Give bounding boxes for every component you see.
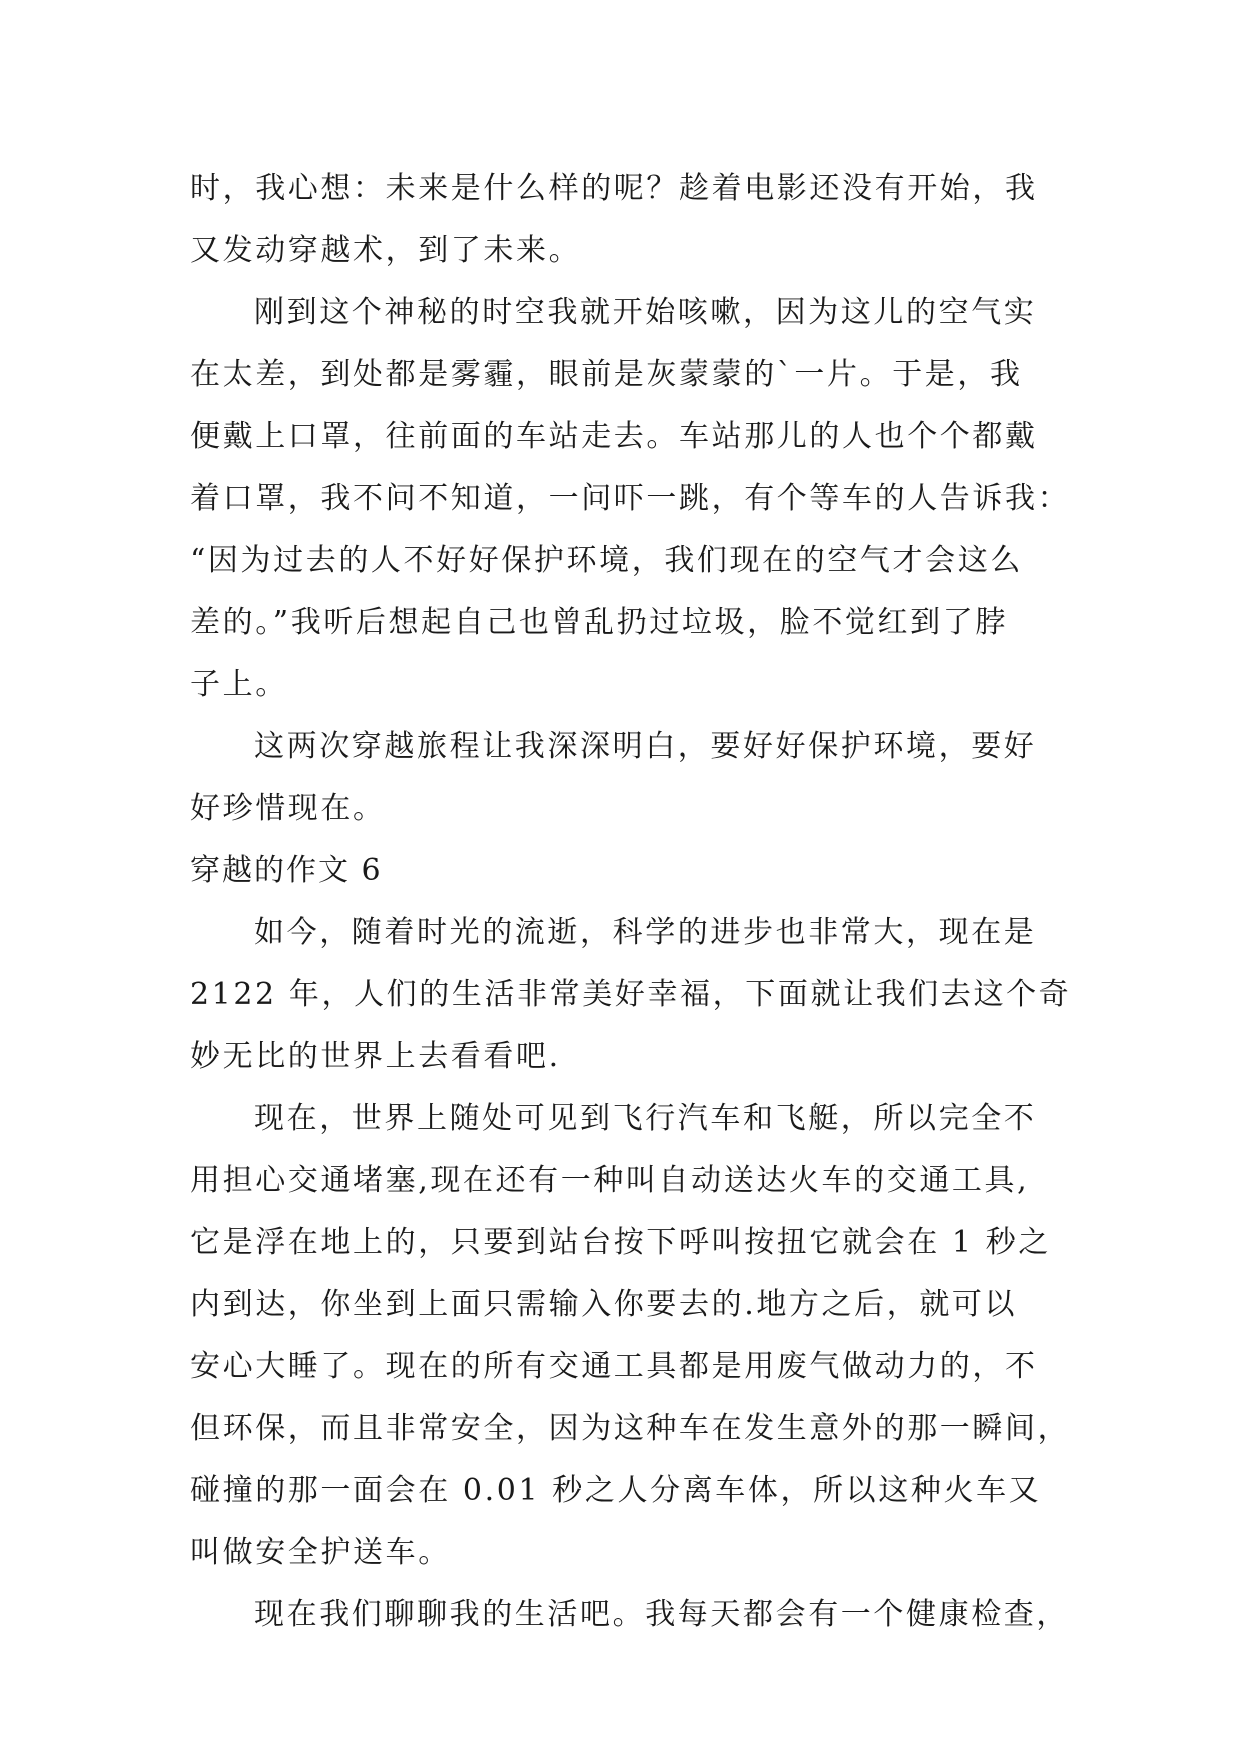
text-line: 在太差，到处都是雾霾，眼前是灰蒙蒙的`一片。于是，我: [190, 357, 1023, 392]
text-line: 内到达，你坐到上面只需输入你要去的.地方之后，就可以: [190, 1287, 1018, 1322]
text-line: 时，我心想：未来是什么样的呢？趁着电影还没有开始，我: [190, 171, 1038, 206]
text-line: 安心大睡了。现在的所有交通工具都是用废气做动力的，不: [190, 1349, 1038, 1384]
text-line: 叫做安全护送车。: [190, 1535, 451, 1570]
text-line: 用担心交通堵塞,现在还有一种叫自动送达火车的交通工具,: [190, 1163, 1030, 1198]
text-line: “因为过去的人不好好保护环境，我们现在的空气才会这么: [190, 543, 1023, 578]
text-line: 碰撞的那一面会在 0.01 秒之人分离车体，所以这种火车又: [190, 1473, 1042, 1508]
text-line: 着口罩，我不问不知道，一问吓一跳，有个等车的人告诉我：: [190, 481, 1071, 516]
paragraph-start-line: 现在，世界上随处可见到飞行汽车和飞艇，所以完全不: [254, 1101, 1037, 1136]
text-line: 子上。: [190, 667, 288, 702]
paragraph-start-line: 现在我们聊聊我的生活吧。我每天都会有一个健康检查，: [254, 1597, 1069, 1632]
text-line: 2122 年，人们的生活非常美好幸福，下面就让我们去这个奇: [190, 977, 1072, 1012]
text-line: 又发动穿越术，到了未来。: [190, 233, 582, 268]
text-line: 便戴上口罩，往前面的车站走去。车站那儿的人也个个都戴: [190, 419, 1038, 454]
section-heading: 穿越的作文 6: [190, 853, 383, 888]
paragraph-start-line: 这两次穿越旅程让我深深明白，要好好保护环境，要好: [254, 729, 1037, 764]
paragraph-start-line: 如今，随着时光的流逝，科学的进步也非常大，现在是: [254, 915, 1037, 950]
document-body: [190, 158, 1072, 1646]
text-line: 妙无比的世界上去看看吧.: [190, 1039, 561, 1074]
text-line: 好珍惜现在。: [190, 791, 386, 826]
text-line: 差的。”我听后想起自己也曾乱扔过垃圾，脸不觉红到了脖: [190, 605, 1008, 640]
text-line: 但环保，而且非常安全，因为这种车在发生意外的那一瞬间，: [190, 1411, 1071, 1446]
text-line: 它是浮在地上的，只要到站台按下呼叫按扭它就会在 1 秒之: [190, 1225, 1051, 1260]
paragraph-start-line: 刚到这个神秘的时空我就开始咳嗽，因为这儿的空气实: [254, 295, 1037, 330]
